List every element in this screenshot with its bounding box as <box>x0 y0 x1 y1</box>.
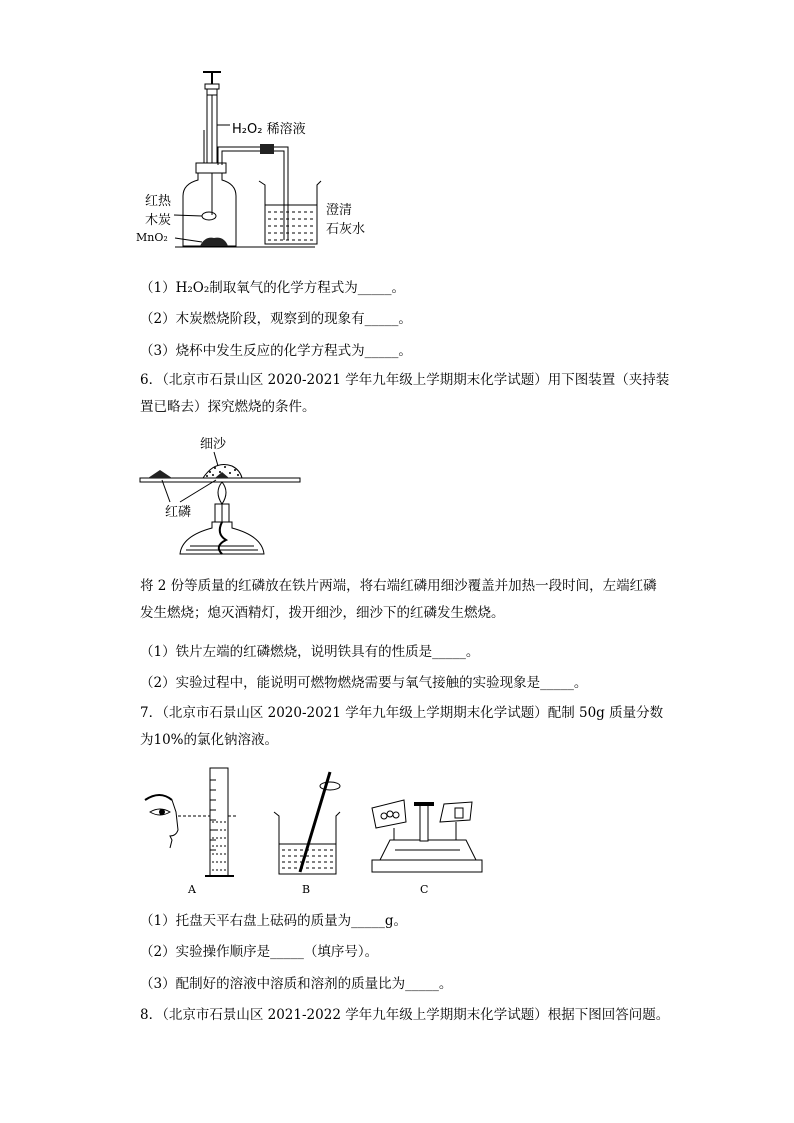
q6-body: 将 2 份等质量的红磷放在铁片两端，将右端红磷用细沙覆盖并加热一段时间，左端红磷发生燃烧；熄灭酒精灯，拨开细沙，细沙下的红磷发生燃烧。 <box>140 578 657 621</box>
label-clear: 澄清 <box>326 203 353 218</box>
q6-sub1: （1）铁片左端的红磷燃烧，说明铁具有的性质是_____。 <box>140 644 480 660</box>
q8-stem: 8．（北京市石景山区 2021-2022 学年九年级上学期期末化学试题）根据下图回答问题。 <box>140 1007 670 1023</box>
label-b: B <box>302 883 311 896</box>
label-c: C <box>420 883 429 896</box>
q6-stem: 6．（北京市石景山区 2020-2021 学年九年级上学期期末化学试题）用下图装置（夹持装置已略去）探究燃烧的条件。 <box>140 372 670 415</box>
label-a: A <box>188 883 196 896</box>
label-h2o2: H₂O₂ 稀溶液 <box>232 122 306 137</box>
q7-sub3: （3）配制好的溶液中溶质和溶剂的质量比为_____。 <box>140 976 453 992</box>
label-mno2: MnO₂ <box>136 231 168 244</box>
label-sand: 细沙 <box>200 437 227 452</box>
q6-sub2: （2）实验过程中，能说明可燃物燃烧需要与氧气接触的实验现象是_____。 <box>140 675 588 691</box>
label-red-hot: 红热 <box>145 194 172 209</box>
label-red-phosphorus: 红磷 <box>165 505 192 520</box>
label-limewater: 石灰水 <box>326 222 366 237</box>
q7-sub1: （1）托盘天平右盘上砝码的质量为_____g。 <box>140 913 407 929</box>
solution-prep-figure <box>0 760 794 910</box>
q7-stem: 7．（北京市石景山区 2020-2021 学年九年级上学期期末化学试题）配制 50g 质量分数为10%的氯化钠溶液。 <box>140 705 664 748</box>
q5-sub3: （3）烧杯中发生反应的化学方程式为_____。 <box>140 343 412 359</box>
label-charcoal: 木炭 <box>145 213 172 228</box>
oxygen-apparatus-figure <box>0 0 794 260</box>
phosphorus-figure <box>0 430 794 570</box>
q5-sub1: （1）H₂O₂制取氧气的化学方程式为_____。 <box>140 280 406 296</box>
q5-sub2: （2）木炭燃烧阶段，观察到的现象有_____。 <box>140 311 412 327</box>
q7-sub2: （2）实验操作顺序是_____（填序号）。 <box>140 944 379 960</box>
